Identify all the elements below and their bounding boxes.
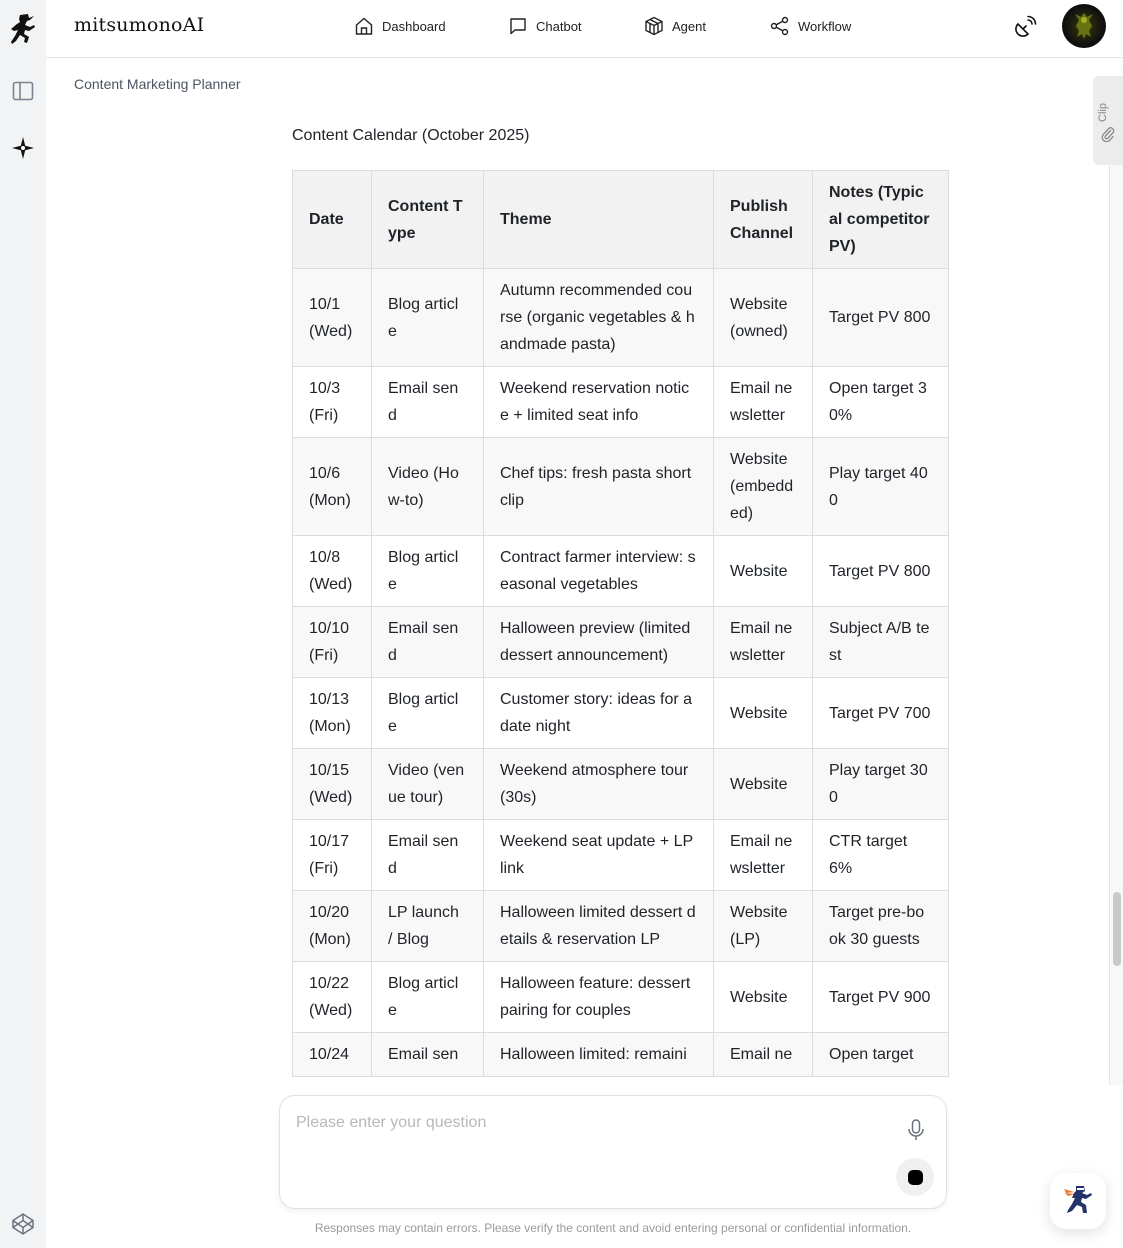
user-avatar[interactable] bbox=[1062, 4, 1106, 48]
table-header-row bbox=[293, 171, 949, 269]
table-cell: Website bbox=[714, 536, 813, 607]
table-row bbox=[293, 678, 949, 749]
table-cell: Blog article bbox=[372, 536, 484, 607]
table-cell: Email newsletter bbox=[714, 607, 813, 678]
table-row bbox=[293, 962, 949, 1033]
ninja-logo-icon[interactable] bbox=[8, 14, 38, 44]
table-cell: Play target 300 bbox=[813, 749, 949, 820]
nav-chatbot[interactable] bbox=[508, 0, 582, 52]
table-cell: 10/13 (Mon) bbox=[293, 678, 372, 749]
table-cell: Target PV 800 bbox=[813, 269, 949, 367]
question-input[interactable] bbox=[296, 1114, 886, 1174]
table-cell: LP launch / Blog bbox=[372, 891, 484, 962]
table-cell: Halloween feature: dessert pairing for couples bbox=[484, 962, 714, 1033]
breadcrumb: Content Marketing Planner bbox=[74, 76, 241, 92]
table-cell: Target PV 700 bbox=[813, 678, 949, 749]
table-cell: Video (How-to) bbox=[372, 438, 484, 536]
table-cell: Video (venue tour) bbox=[372, 749, 484, 820]
chat-composer bbox=[279, 1095, 947, 1209]
cube-icon bbox=[644, 16, 664, 36]
sparkle-icon[interactable] bbox=[8, 133, 38, 163]
scrollbar-thumb[interactable] bbox=[1113, 892, 1121, 966]
table-cell: Website bbox=[714, 749, 813, 820]
table-row bbox=[293, 607, 949, 678]
table-cell: Blog article bbox=[372, 269, 484, 367]
table-cell: Chef tips: fresh pasta short clip bbox=[484, 438, 714, 536]
table-cell: 10/22 (Wed) bbox=[293, 962, 372, 1033]
table-cell: Open target bbox=[813, 1033, 949, 1077]
satellite-dish-icon[interactable] bbox=[1014, 14, 1038, 43]
ninja-mascot-icon bbox=[1060, 1181, 1096, 1222]
left-rail bbox=[0, 0, 46, 1248]
content-calendar-table bbox=[292, 170, 949, 1077]
table-row bbox=[293, 269, 949, 367]
table-cell: Website (owned) bbox=[714, 269, 813, 367]
column-header: Publish Channel bbox=[714, 171, 813, 269]
table-cell: 10/1 (Wed) bbox=[293, 269, 372, 367]
table-cell: Email sen bbox=[372, 1033, 484, 1077]
home-icon bbox=[354, 16, 374, 36]
table-row bbox=[293, 367, 949, 438]
nav-workflow[interactable] bbox=[770, 0, 851, 52]
table-cell: Play target 400 bbox=[813, 438, 949, 536]
table-cell: Email send bbox=[372, 607, 484, 678]
table-cell: 10/17 (Fri) bbox=[293, 820, 372, 891]
table-cell: CTR target 6% bbox=[813, 820, 949, 891]
table-cell: 10/8 (Wed) bbox=[293, 536, 372, 607]
section-title: Content Calendar (October 2025) bbox=[292, 127, 530, 144]
codepen-cube-icon[interactable] bbox=[8, 1209, 38, 1239]
content-scrollbar[interactable] bbox=[1109, 165, 1123, 1085]
column-header: Date bbox=[293, 171, 372, 269]
chat-bubble-icon bbox=[508, 16, 528, 36]
disclaimer-text: Responses may contain errors. Please verify the content and avoid entering personal or confidential information. bbox=[314, 1221, 912, 1235]
table-cell: Halloween preview (limited dessert announcement) bbox=[484, 607, 714, 678]
nav-dashboard[interactable] bbox=[354, 0, 446, 52]
table-row bbox=[293, 749, 949, 820]
column-header: Content Type bbox=[372, 171, 484, 269]
sidebar-toggle-icon[interactable] bbox=[8, 76, 38, 106]
table-cell: Target PV 900 bbox=[813, 962, 949, 1033]
nav-agent[interactable] bbox=[644, 0, 706, 52]
brand-name[interactable]: mitsumonoAI bbox=[74, 14, 205, 36]
table-cell: Email send bbox=[372, 820, 484, 891]
table-cell: 10/24 bbox=[293, 1033, 372, 1077]
table-cell: Halloween limited: remaini bbox=[484, 1033, 714, 1077]
table-row bbox=[293, 891, 949, 962]
table-cell: Halloween limited dessert details & reservation LP bbox=[484, 891, 714, 962]
table-cell: Website (LP) bbox=[714, 891, 813, 962]
microphone-icon[interactable] bbox=[906, 1118, 926, 1147]
table-cell: Autumn recommended course (organic vegetables & handmade pasta) bbox=[484, 269, 714, 367]
assistant-fab[interactable] bbox=[1050, 1173, 1106, 1229]
table-cell: 10/6 (Mon) bbox=[293, 438, 372, 536]
clip-label: Clip bbox=[1097, 103, 1109, 122]
top-header bbox=[46, 0, 1123, 58]
table-cell: Contract farmer interview: seasonal vegetables bbox=[484, 536, 714, 607]
table-cell: 10/20 (Mon) bbox=[293, 891, 372, 962]
nav-chatbot-label: Chatbot bbox=[536, 18, 582, 34]
table-cell: 10/15 (Wed) bbox=[293, 749, 372, 820]
table-cell: Blog article bbox=[372, 678, 484, 749]
table-cell: Email send bbox=[372, 367, 484, 438]
table-cell: Email newsletter bbox=[714, 367, 813, 438]
table-row bbox=[293, 438, 949, 536]
chat-content bbox=[46, 110, 1109, 1086]
share-nodes-icon bbox=[770, 16, 790, 36]
column-header: Notes (Typical competitor PV) bbox=[813, 171, 949, 269]
stop-icon bbox=[908, 1170, 923, 1185]
table-cell: Blog article bbox=[372, 962, 484, 1033]
table-cell: Website bbox=[714, 962, 813, 1033]
table-cell: Customer story: ideas for a date night bbox=[484, 678, 714, 749]
table-cell: Weekend seat update + LP link bbox=[484, 820, 714, 891]
stop-generation-button[interactable] bbox=[896, 1158, 934, 1196]
table-row bbox=[293, 1033, 949, 1077]
table-cell: Email newsletter bbox=[714, 820, 813, 891]
table-row bbox=[293, 820, 949, 891]
nav-dashboard-label: Dashboard bbox=[382, 18, 446, 34]
table-cell: Open target 30% bbox=[813, 367, 949, 438]
table-cell: Weekend reservation notice + limited seat info bbox=[484, 367, 714, 438]
column-header: Theme bbox=[484, 171, 714, 269]
nav-workflow-label: Workflow bbox=[798, 18, 852, 34]
table-cell: Target pre-book 30 guests bbox=[813, 891, 949, 962]
table-cell: 10/10 (Fri) bbox=[293, 607, 372, 678]
table-cell: 10/3 (Fri) bbox=[293, 367, 372, 438]
table-row bbox=[293, 536, 949, 607]
table-cell: Email ne bbox=[714, 1033, 813, 1077]
table-cell: Target PV 800 bbox=[813, 536, 949, 607]
table-cell: Subject A/B test bbox=[813, 607, 949, 678]
table-cell: Weekend atmosphere tour (30s) bbox=[484, 749, 714, 820]
nav-agent-label: Agent bbox=[672, 18, 706, 34]
table-cell: Website bbox=[714, 678, 813, 749]
table-cell: Website (embedded) bbox=[714, 438, 813, 536]
